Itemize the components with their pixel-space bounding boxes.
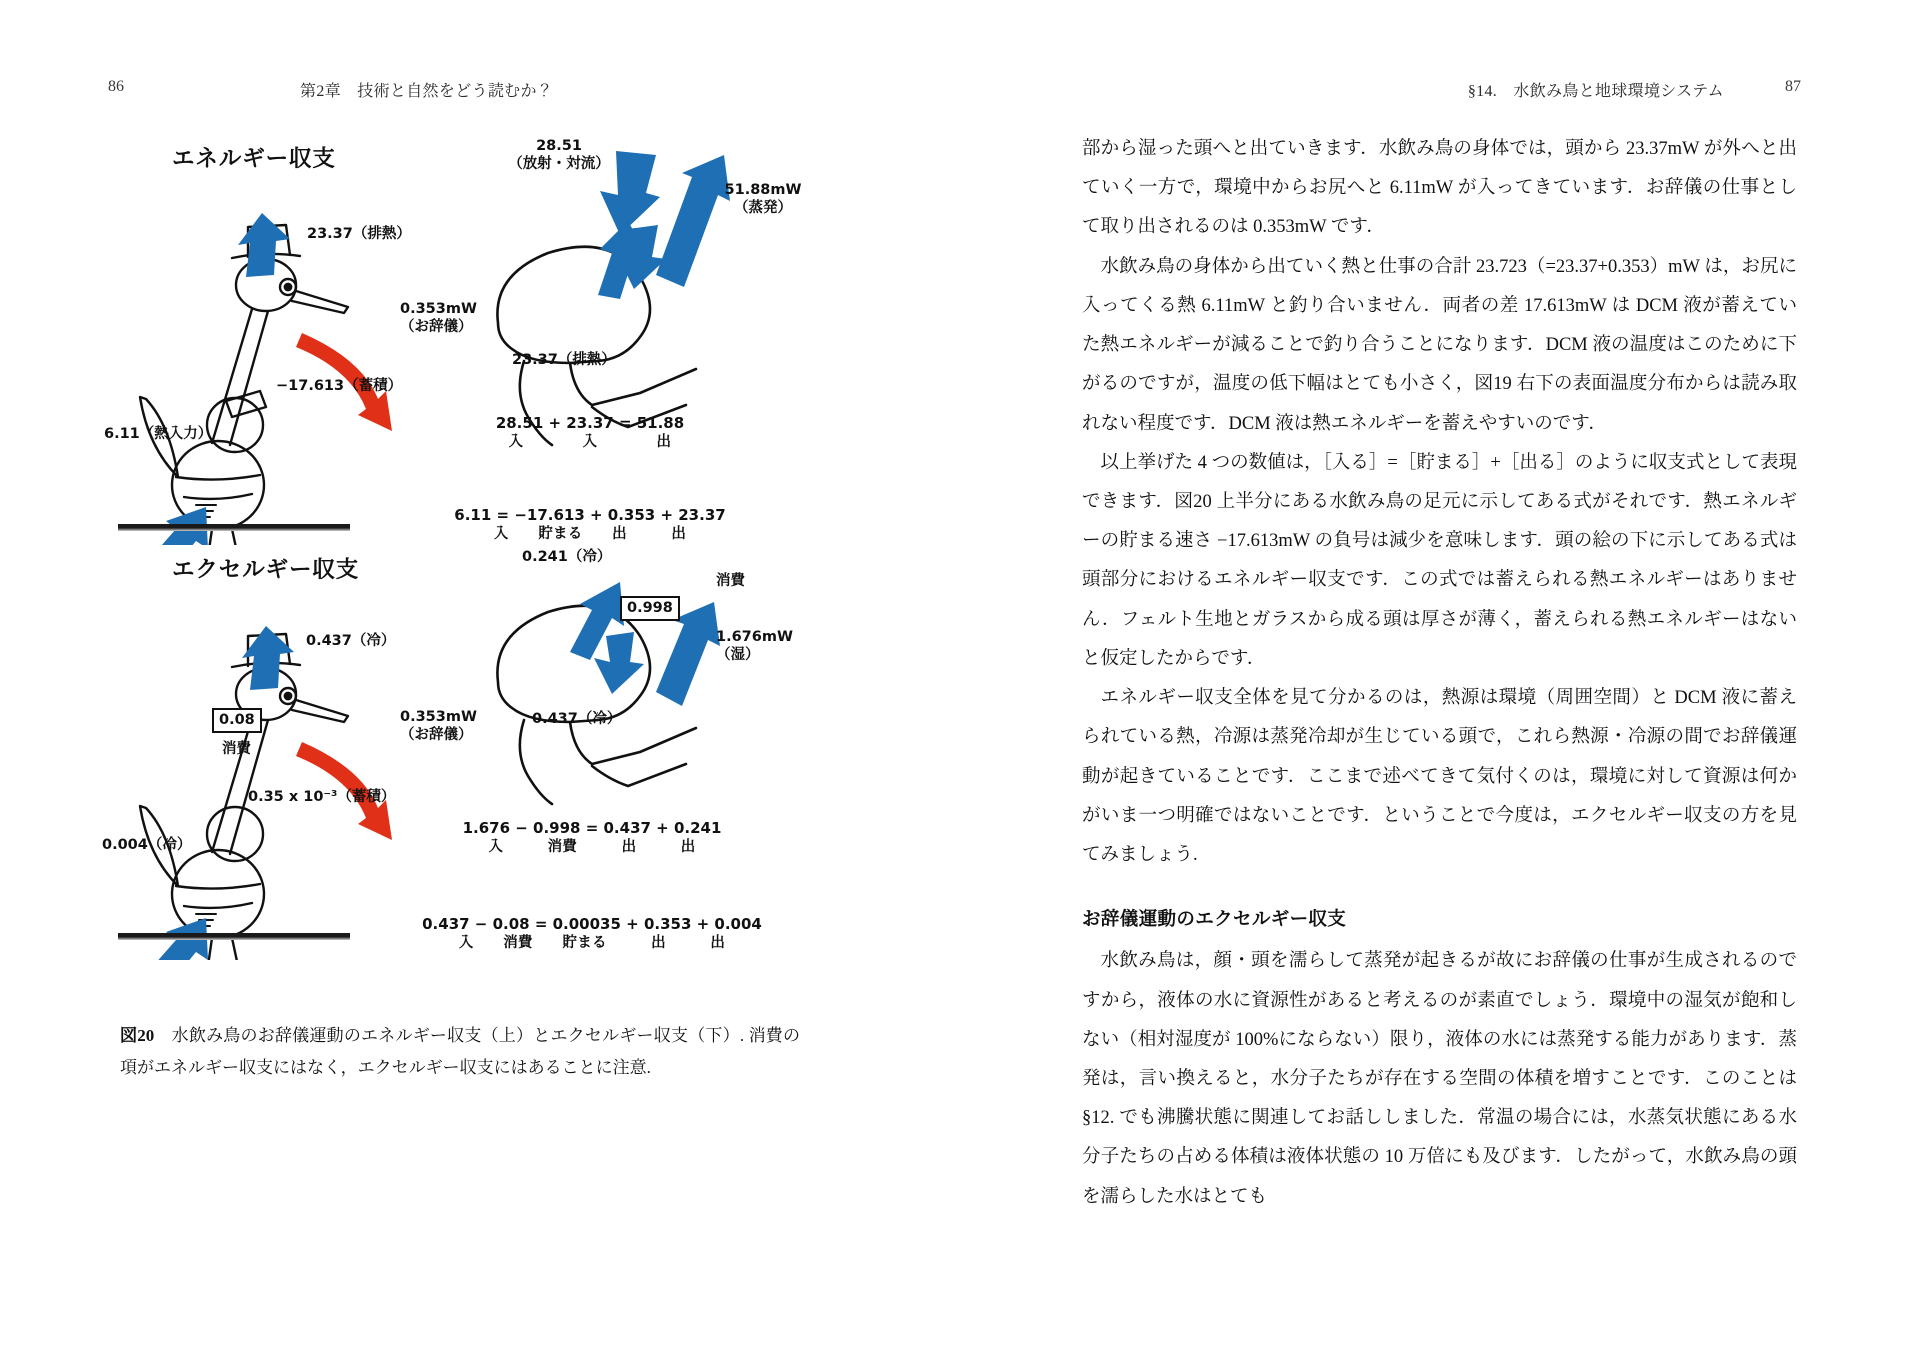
left-page (0, 0, 954, 1350)
label-cold-input: 0.004（冷） (102, 837, 192, 853)
energy-head-equation-under: 入 入 出 (508, 434, 672, 451)
energy-body-equation-expr: 6.11 = −17.613 + 0.353 + 23.37 (454, 506, 726, 524)
label-evaporation-value: 51.88mW (724, 182, 802, 198)
energy-body-equation-under: 入 貯まる 出 出 (493, 526, 687, 543)
label-bowing-value: 0.353mW (400, 301, 477, 317)
exergy-head-equation-expr: 1.676 − 0.998 = 0.437 + 0.241 (462, 819, 722, 837)
label-wet (716, 628, 793, 664)
exergy-panel-drawing (100, 540, 860, 960)
label-body-waste-heat: 23.37（排熱） (307, 226, 411, 242)
blue-arrow-group (146, 151, 730, 545)
label-radiation-sub: （放射・対流） (508, 156, 610, 173)
label-evaporation-sub: （蒸発） (734, 200, 792, 217)
label-storage-exergy: 0.35 x 10⁻³（蓄積） (248, 789, 396, 805)
label-radiation-value: 28.51 (536, 138, 582, 154)
energy-body-equation (400, 505, 780, 545)
ground-line-exergy (118, 933, 350, 940)
label-evaporation (714, 181, 812, 217)
label-bowing-exergy-sub: （お辞儀） (400, 727, 473, 744)
exergy-body-equation-under: 入 消費 貯まる 出 出 (458, 935, 726, 952)
section-heading: お辞儀運動のエクセルギー収支 (1082, 910, 1347, 931)
energy-panel-title: エネルギー収支 (172, 146, 336, 172)
label-head-cold-in: 0.437（冷） (532, 711, 622, 727)
figure-caption-text: 水飲み鳥のお辞儀運動のエネルギー収支（上）とエクセルギー収支（下）. 消費の項がエネルギー収支にはなく，エクセルギー収支にはあることに注意. (120, 1026, 800, 1078)
exergy-balance-panel (100, 540, 860, 960)
label-bowing-exergy (400, 708, 477, 744)
label-head-cold-out: 0.241（冷） (522, 549, 612, 565)
paragraph: 水飲み鳥の身体から出ていく熱と仕事の合計 23.723（=23.37+0.353）mW は，お尻に入ってくる熱 6.11mW と釣り合いません．両者の差 17.613mW は DCM 液が蓄えていた熱エネルギーが減ることで釣り合うことになります．DCM 液の温度はこのために下がるのですが，温度の低下幅はとても小さく，図19 右下の表面温度分布からは読み取れない程度です．DCM 液は熱エネルギーを蓄えやすいのです． (1082, 256, 1797, 434)
label-heat-input: 6.11（熱入力） (104, 426, 213, 442)
label-body-consumption-box: 0.08 (212, 708, 262, 733)
running-head-left: 第2章 技術と自然をどう読むか？ (300, 83, 554, 100)
running-head-right: §14. 水飲み鳥と地球環境システム (1467, 83, 1724, 100)
ground-line-energy (118, 524, 350, 531)
exergy-body-equation-expr: 0.437 − 0.08 = 0.00035 + 0.353 + 0.004 (422, 915, 762, 933)
label-consumption-box: 0.998 (620, 596, 680, 621)
exergy-head-equation (452, 818, 732, 858)
label-bowing-sub: （お辞儀） (400, 319, 473, 336)
body-text-column (1082, 130, 1797, 1217)
label-body-consumption: 消費 (222, 741, 251, 757)
label-wet-value: 1.676mW (716, 629, 793, 645)
figure-caption (120, 1020, 800, 1085)
paragraph: 部から湿った頭へと出ていきます．水飲み鳥の身体では，頭から 23.37mW が外へと出ていく一方で，環境中からお尻へと 6.11mW が入ってきています．お辞儀の仕事として取り出されるのは 0.353mW です． (1082, 139, 1797, 238)
folio-left: 86 (108, 78, 124, 95)
label-body-cold: 0.437（冷） (306, 633, 396, 649)
paragraph: 以上挙げた 4 つの数値は，［入る］=［貯まる］+［出る］のように収支式として表現できます．図20 上半分にある水飲み鳥の足元に示してある式がそれです．熱エネルギーの貯まる速さ −17.613mW の負号は減少を意味します．頭の絵の下に示してある式は頭部分におけるエネルギー収支です．この式では蓄えられる熱エネルギーはありません．フェルト生地とガラスから成る頭は厚さが薄く，蓄えられる熱エネルギーはないと仮定したからです． (1082, 452, 1797, 669)
label-wet-sub: （湿） (716, 647, 760, 664)
figure-caption-label: 図20 (120, 1026, 155, 1045)
energy-balance-panel (100, 125, 860, 545)
label-head-waste-heat: 23.37（排熱） (512, 352, 616, 368)
energy-head-equation (470, 413, 710, 453)
energy-head-equation-expr: 28.51 + 23.37 = 51.88 (495, 414, 685, 432)
label-consumption-head: 消費 (716, 573, 745, 589)
folio-right: 87 (1785, 78, 1801, 95)
label-storage-energy: −17.613（蓄積） (276, 378, 403, 394)
label-radiation (504, 137, 614, 173)
paragraph: エネルギー収支全体を見て分かるのは，熱源は環境（周囲空間）と DCM 液に蓄えられている熱，冷源は蒸発冷却が生じている頭で，これら熱源・冷源の間でお辞儀運動が起きていることです．ここまで述べてきて気付くのは，環境に対して資源は何かがいま一つ明確ではないことです．ということで今度は，エクセルギー収支の方を見てみましょう. (1082, 688, 1797, 865)
exergy-head-equation-under: 入 消費 出 出 (488, 839, 696, 856)
paragraph: 水飲み鳥は，顔・頭を濡らして蒸発が起きるが故にお辞儀の仕事が生成されるのですから，液体の水に資源性があると考えるのが素直でしょう．環境中の湿気が飽和しない（相対湿度が 100%にならない）限り，液体の水には蒸発する能力があります．蒸発は，言い換えると，水分子たちが存在する空間の体積を増すことです．このことは §12. でも沸騰状態に関連してお話ししました．常温の場合には，水蒸気状態にある水分子たちの占める体積は液体状態の 10 万倍にも及びます．したがって，水飲み鳥の頭を濡らした水はとても (1082, 951, 1797, 1207)
label-bowing-exergy-value: 0.353mW (400, 709, 477, 725)
figure-20 (100, 125, 860, 1005)
exergy-panel-title: エクセルギー収支 (172, 557, 360, 583)
right-page (954, 0, 1909, 1350)
exergy-body-equation (372, 914, 812, 954)
label-bowing-energy (400, 300, 477, 336)
